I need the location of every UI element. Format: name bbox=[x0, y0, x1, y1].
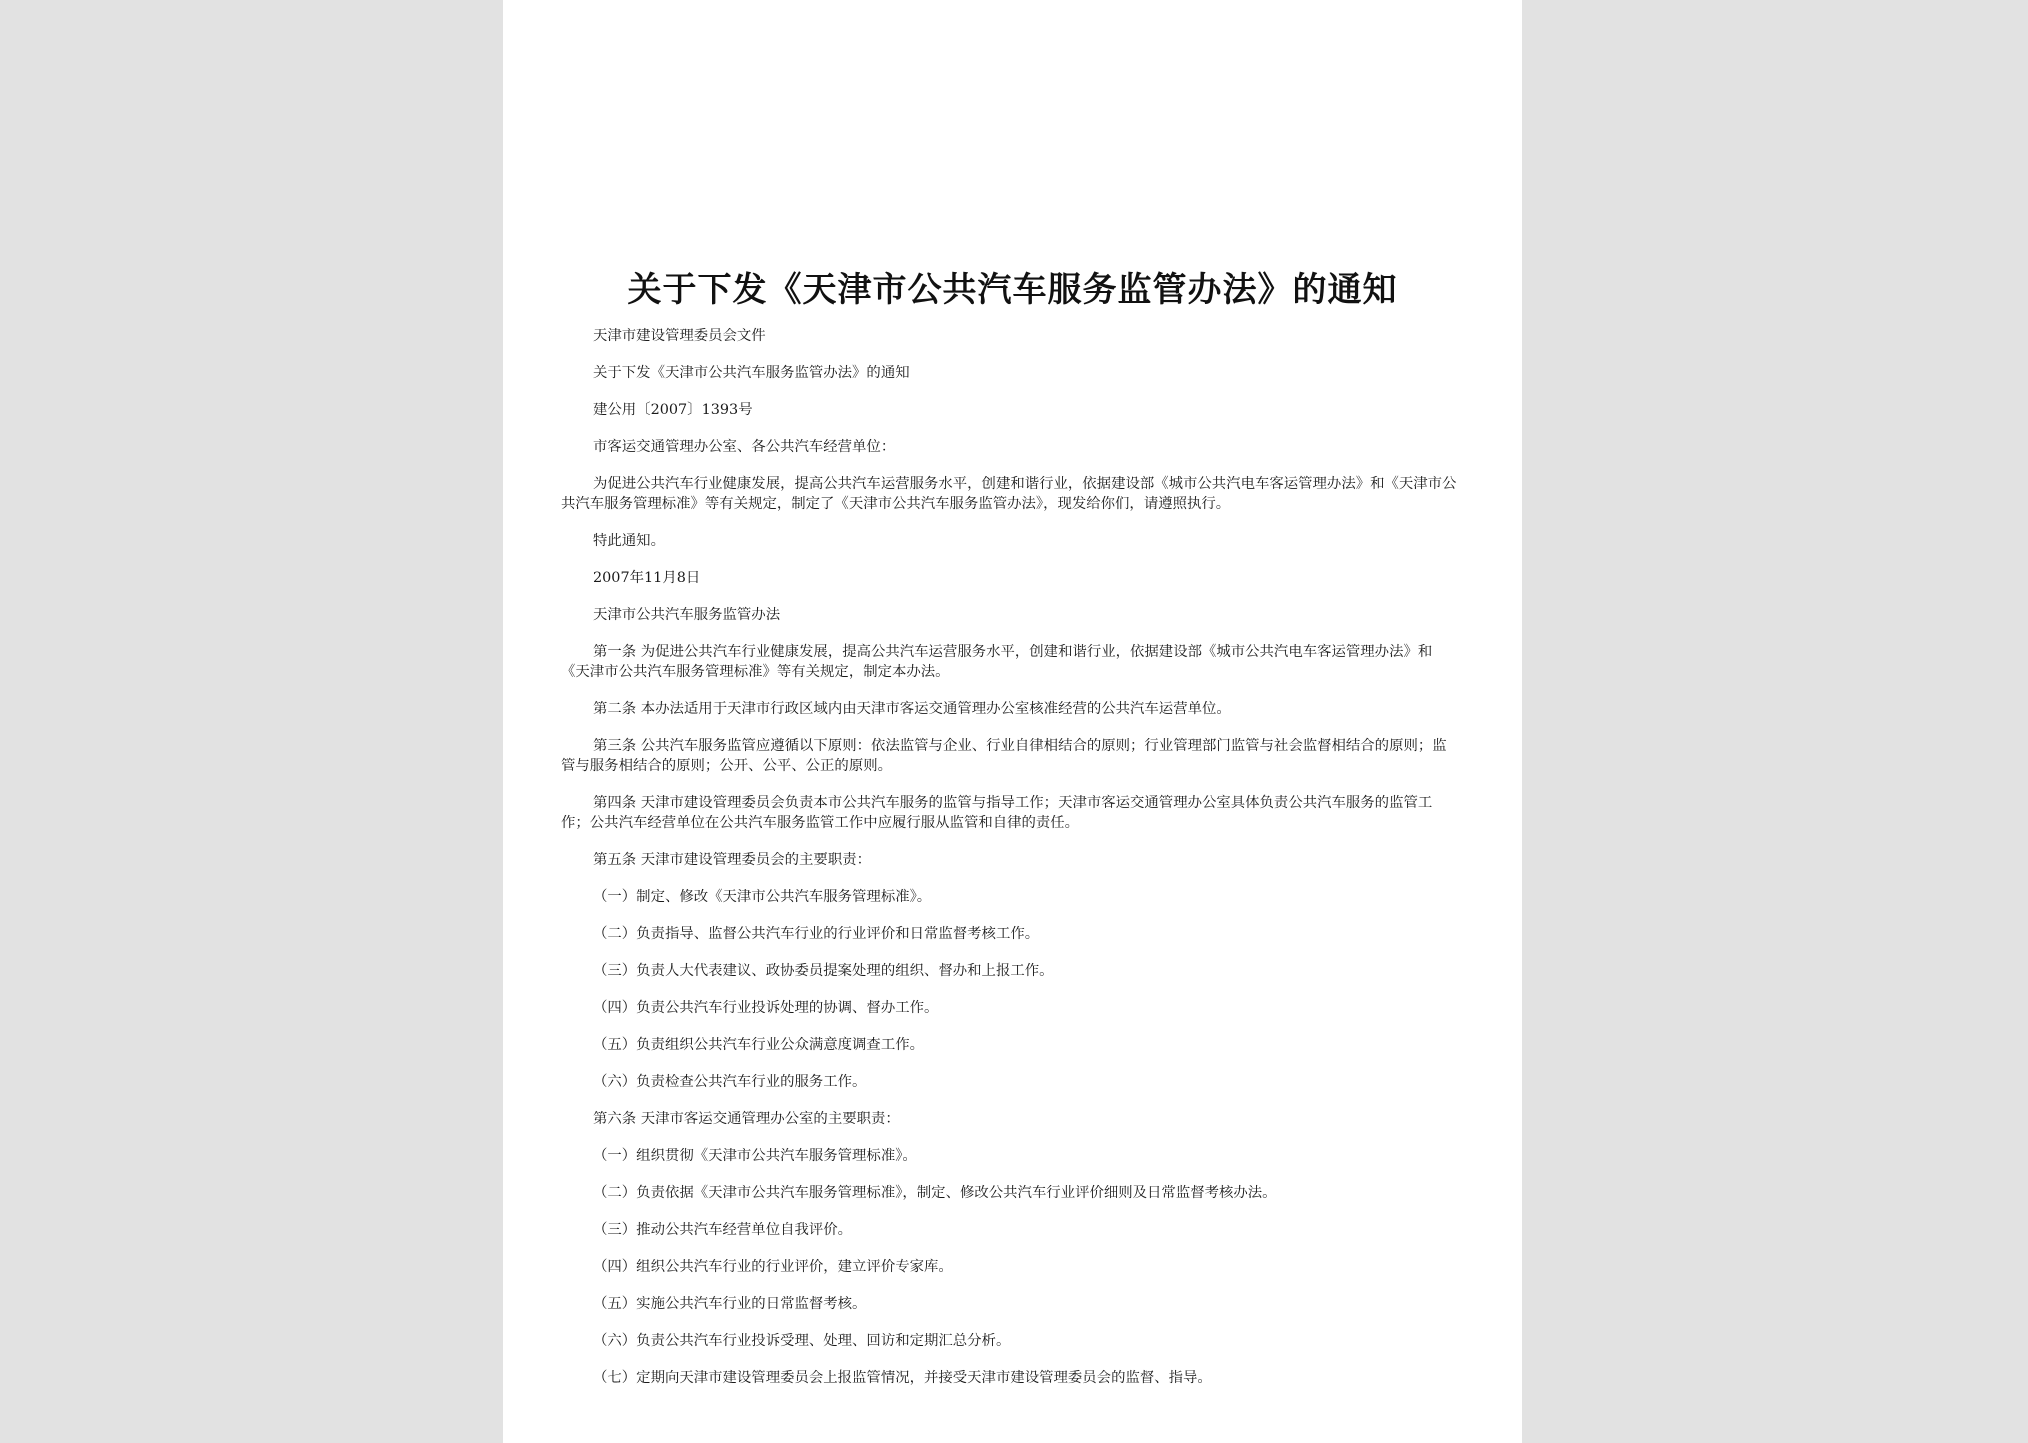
article-6-item-5: （五）实施公共汽车行业的日常监督考核。 bbox=[593, 1296, 867, 1312]
issue-date: 2007年11月8日 bbox=[593, 570, 701, 586]
article-5-item-6: （六）负责检查公共汽车行业的服务工作。 bbox=[593, 1074, 867, 1090]
article-4: 第四条 天津市建设管理委员会负责本市公共汽车服务的监管与指导工作；天津市客运交通管理办公室具体负责公共汽车服务的监管工作；公共汽车经营单位在公共汽车服务监管工作中应履行服从监管和自律的责任。 bbox=[561, 795, 1433, 831]
article-5-item-4: （四）负责公共汽车行业投诉处理的协调、督办工作。 bbox=[593, 1000, 939, 1016]
issuer-line: 天津市建设管理委员会文件 bbox=[593, 328, 766, 344]
regulation-title: 天津市公共汽车服务监管办法 bbox=[593, 607, 781, 623]
article-5-item-5: （五）负责组织公共汽车行业公众满意度调查工作。 bbox=[593, 1037, 924, 1053]
article-3: 第三条 公共汽车服务监管应遵循以下原则：依法监管与企业、行业自律相结合的原则；行业管理部门监管与社会监督相结合的原则；监管与服务相结合的原则；公开、公平、公正的原则。 bbox=[561, 738, 1447, 774]
article-6-item-1: （一）组织贯彻《天津市公共汽车服务管理标准》。 bbox=[593, 1148, 917, 1164]
document-title: 关于下发《天津市公共汽车服务监管办法》的通知 bbox=[627, 270, 1398, 310]
notice-body-paragraph: 为促进公共汽车行业健康发展，提高公共汽车运营服务水平，创建和谐行业，依据建设部《城市公共汽电车客运管理办法》和《天津市公共汽车服务管理标准》等有关规定，制定了《天津市公共汽车服务监管办法》，现发给你们，请遵照执行。 bbox=[561, 476, 1457, 512]
article-6: 第六条 天津市客运交通管理办公室的主要职责： bbox=[593, 1111, 900, 1127]
closing-line: 特此通知。 bbox=[593, 533, 665, 549]
article-5: 第五条 天津市建设管理委员会的主要职责： bbox=[593, 852, 871, 868]
article-6-item-7: （七）定期向天津市建设管理委员会上报监管情况，并接受天津市建设管理委员会的监督、指导。 bbox=[593, 1370, 1212, 1386]
article-5-item-3: （三）负责人大代表建议、政协委员提案处理的组织、督办和上报工作。 bbox=[593, 963, 1054, 979]
notice-subject-line: 关于下发《天津市公共汽车服务监管办法》的通知 bbox=[593, 365, 910, 381]
article-5-item-2: （二）负责指导、监督公共汽车行业的行业评价和日常监督考核工作。 bbox=[593, 926, 1040, 942]
recipients-line: 市客运交通管理办公室、各公共汽车经营单位： bbox=[593, 439, 896, 455]
article-5-item-1: （一）制定、修改《天津市公共汽车服务管理标准》。 bbox=[593, 889, 932, 905]
document-number: 建公用〔2007〕1393号 bbox=[593, 402, 753, 418]
article-1: 第一条 为促进公共汽车行业健康发展，提高公共汽车运营服务水平，创建和谐行业，依据建设部《城市公共汽电车客运管理办法》和《天津市公共汽车服务管理标准》等有关规定，制定本办法。 bbox=[561, 644, 1433, 680]
article-6-item-2: （二）负责依据《天津市公共汽车服务管理标准》，制定、修改公共汽车行业评价细则及日常监督考核办法。 bbox=[593, 1185, 1277, 1201]
document-page bbox=[503, 0, 1522, 1443]
article-2: 第二条 本办法适用于天津市行政区域内由天津市客运交通管理办公室核准经营的公共汽车运营单位。 bbox=[593, 701, 1231, 717]
article-6-item-6: （六）负责公共汽车行业投诉受理、处理、回访和定期汇总分析。 bbox=[593, 1333, 1011, 1349]
article-6-item-4: （四）组织公共汽车行业的行业评价，建立评价专家库。 bbox=[593, 1259, 953, 1275]
article-6-item-3: （三）推动公共汽车经营单位自我评价。 bbox=[593, 1222, 853, 1238]
